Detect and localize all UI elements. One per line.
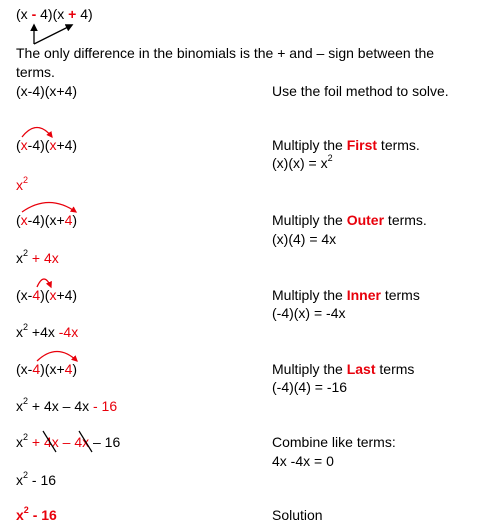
- inner-terms-arrow: [37, 279, 51, 287]
- row-2-expression: (x-4)(x+4): [16, 212, 78, 228]
- row-4-expression: (x-4)(x+4): [16, 361, 78, 377]
- top-binomials: [16, 6, 93, 22]
- row-5-expression: $x^2 + 4x - 4x - 16$: [16, 432, 121, 450]
- row-5-note: Combine like terms:: [272, 434, 396, 450]
- row-3-result: $x^2 +4x$ -4x: [16, 322, 79, 340]
- row-3-calc: (-4)(x) = -4x: [272, 305, 346, 321]
- top-plus-sign: +: [68, 6, 77, 22]
- row-5-cancelled-terms: + 4x – 4x: [28, 434, 90, 450]
- row-2-keyword: Outer: [346, 212, 385, 228]
- row-1-first-x-right: x: [49, 137, 57, 153]
- row-1-keyword: First: [346, 137, 378, 153]
- solution-label: Solution: [272, 507, 323, 523]
- row-2-result: $x^2 + 4x$: [16, 248, 59, 266]
- top-part-1: (x: [16, 6, 32, 22]
- row-2-calc: (x)(4) = 4x: [272, 231, 337, 247]
- last-terms-arrow: [37, 352, 77, 362]
- row-4-calc: (-4)(4) = -16: [272, 379, 348, 395]
- row-3-note: Multiply the Inner terms: [272, 287, 420, 303]
- row-5-calc: 4x -4x = 0: [272, 453, 334, 469]
- row-2-note: Multiply the Outer terms.: [272, 212, 427, 228]
- row-0-expression: (x-4)(x+4): [16, 83, 78, 99]
- solution-expression: $x^2 - 16$: [16, 505, 57, 523]
- row-1-first-x-left: x: [20, 137, 28, 153]
- row-1-note: Multiply the First terms.: [272, 137, 420, 153]
- row-1-calc: $(x)(x) = x^2$: [272, 153, 333, 171]
- row-4-note: Multiply the Last terms: [272, 361, 415, 377]
- pointer-arrow-to-plus: [34, 25, 72, 44]
- row-1-expression: (x-4)(x+4): [16, 137, 78, 153]
- outer-terms-arrow: [22, 203, 76, 213]
- intro-line-2: terms.: [16, 64, 55, 80]
- row-0-note: Use the foil method to solve.: [272, 83, 449, 99]
- row-3-expression: (x-4)(x+4): [16, 287, 78, 303]
- top-part-2: 4)(x: [36, 6, 69, 22]
- simplified-expression: $x^2 - 16$: [16, 470, 57, 488]
- intro-line-1: The only difference in the binomials is the + and – sign between the: [16, 45, 435, 61]
- row-3-keyword: Inner: [346, 287, 381, 303]
- row-4-keyword: Last: [346, 361, 376, 377]
- top-part-3: 4): [76, 6, 93, 22]
- first-terms-arrow: [22, 128, 52, 138]
- row-4-result: $x^2 + 4x - 4x - 16$: [16, 396, 118, 414]
- top-minus-sign: -: [31, 6, 37, 22]
- row-1-result: $x^2$: [16, 175, 29, 193]
